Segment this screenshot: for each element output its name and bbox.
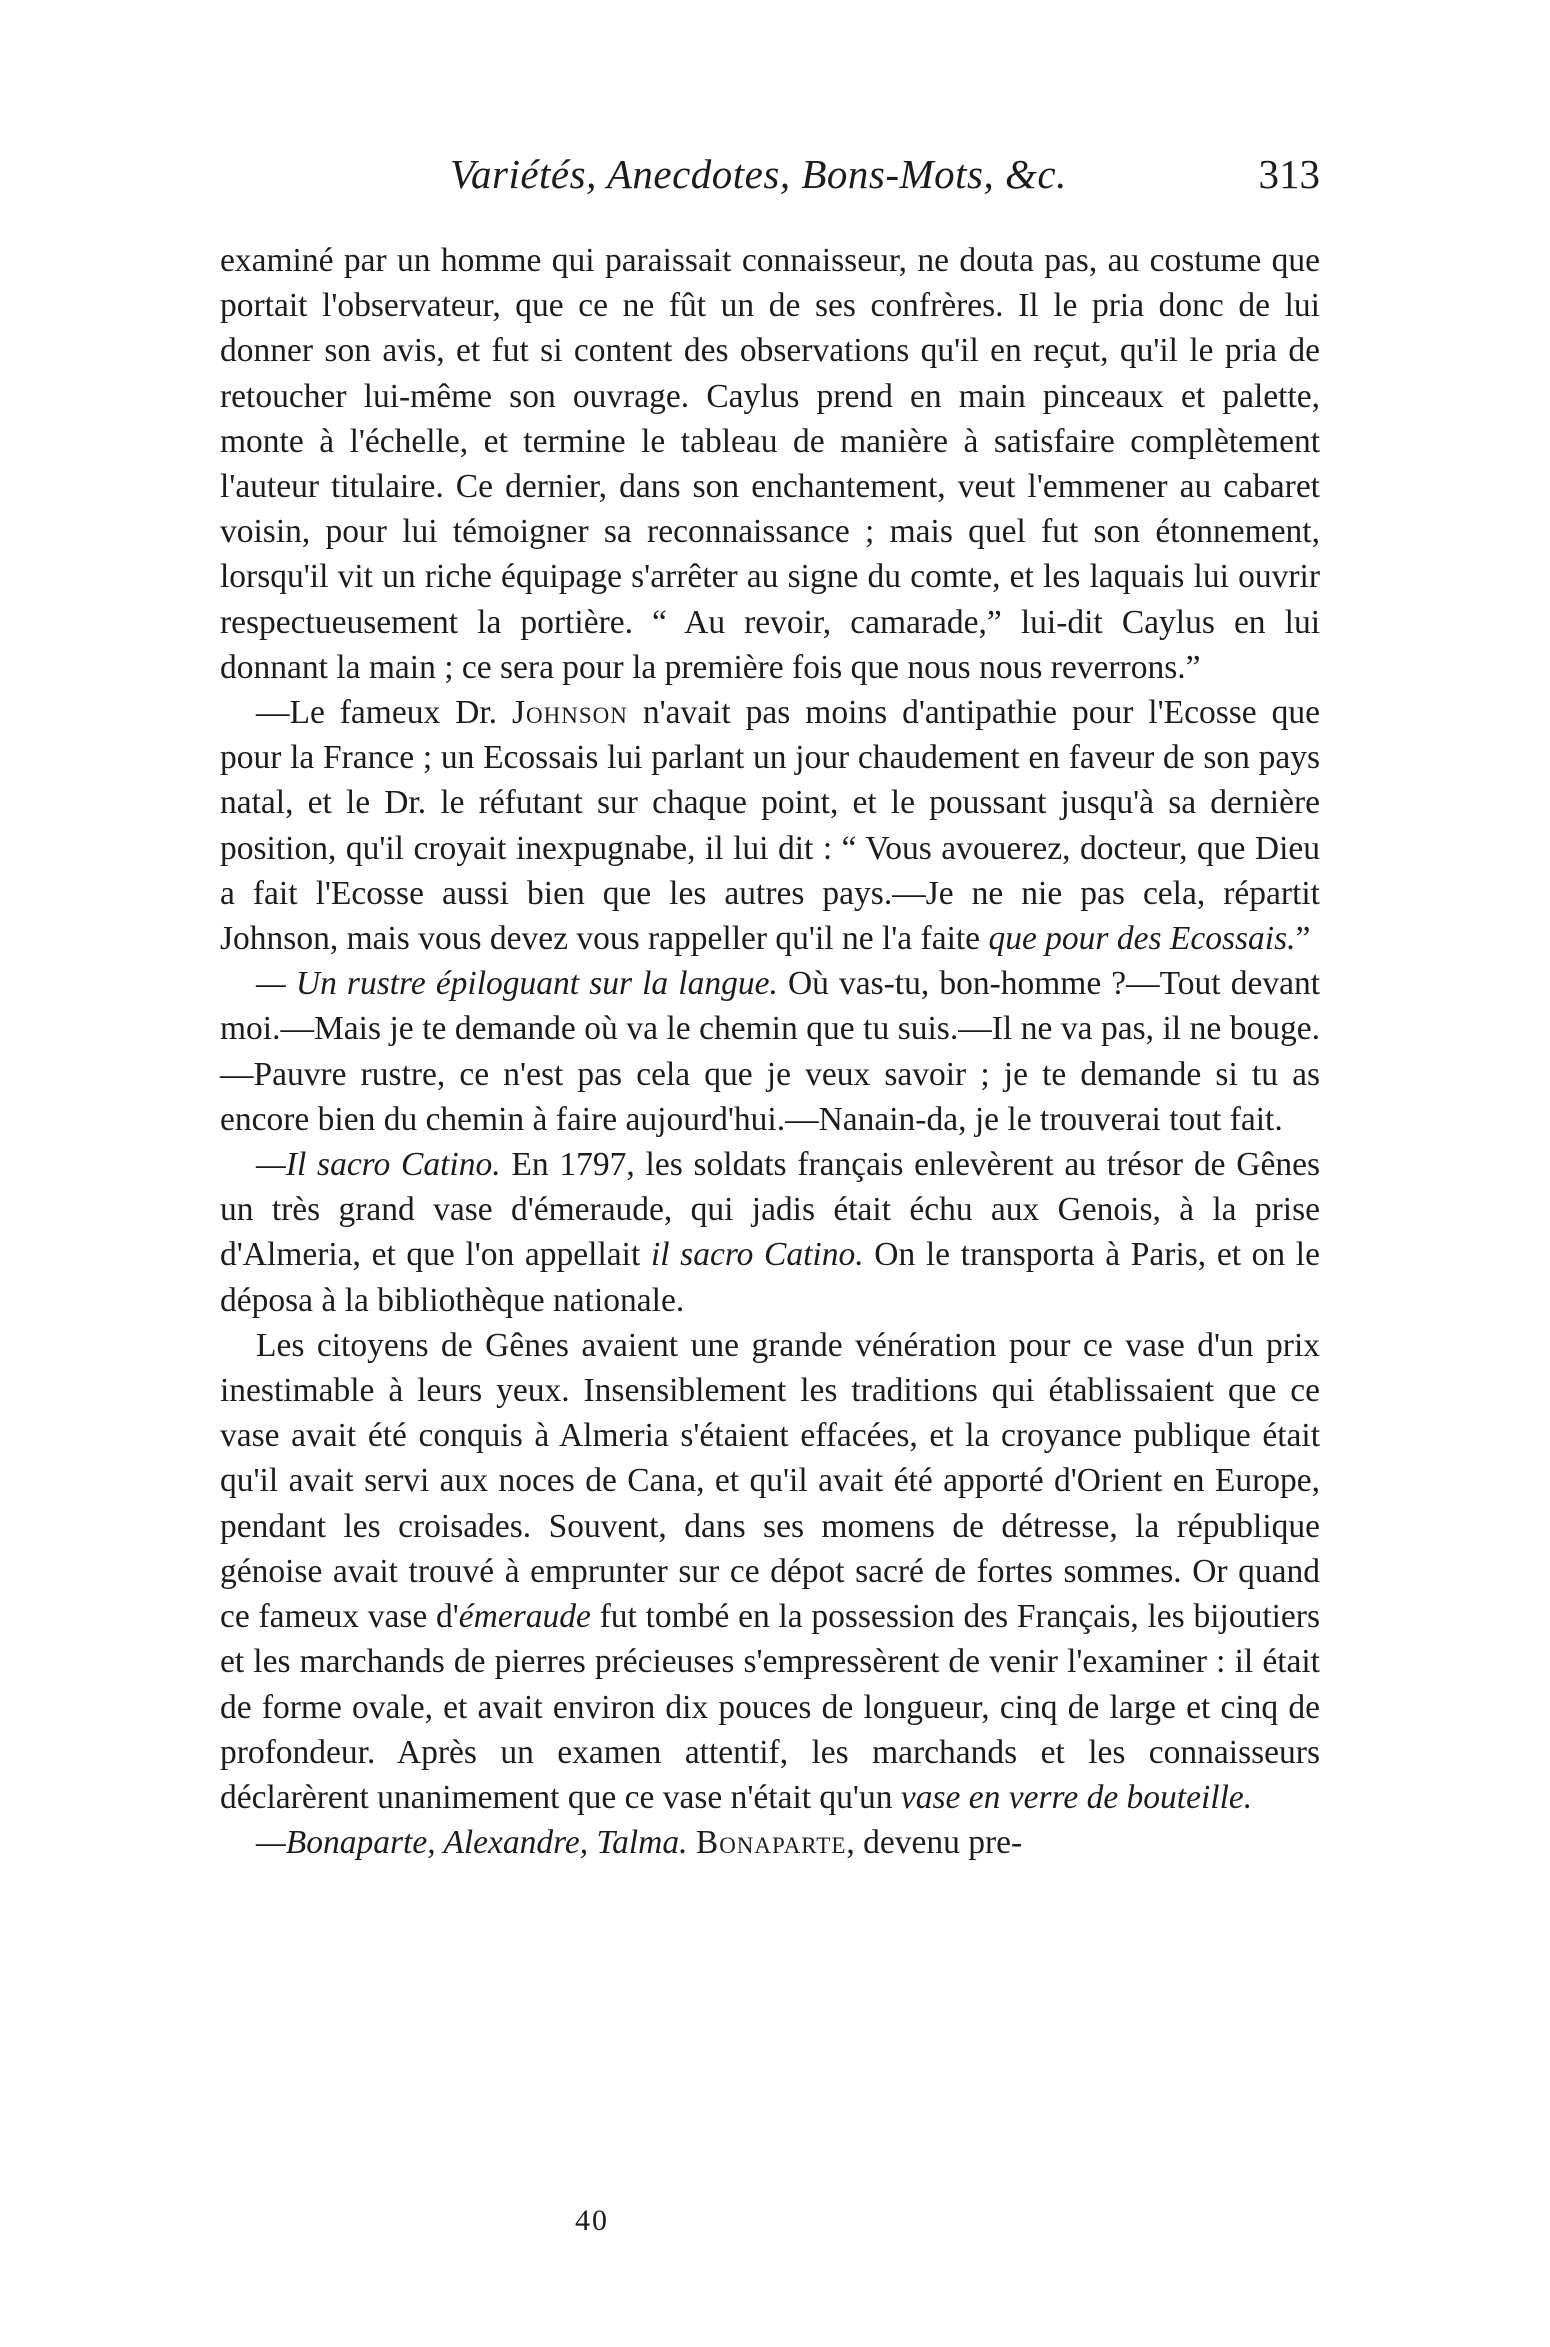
paragraph-sacro-catino <box>220 1142 1320 1323</box>
italic-phrase: que pour des Ecossais. <box>988 920 1296 958</box>
body-text <box>220 238 1320 1865</box>
paragraph-text: Les citoyens de Gênes avaient une grande vénération pour ce vase d'un prix inestimable à leurs yeux. Insensiblement les traditions qui établissaient que ce vase avait été conquis à Almeria s'étaient effacées, et la croyance publique était qu'il avait servi aux noces de Cana, et qu'il avait été apporté d'Orient en Europe, pendant les croisades. Souvent, dans ses momens de détresse, la république génoise avait trouvé à emprunter sur ce dépot sacré de fortes sommes. Or quand ce fameux vase d' <box>220 1326 1320 1636</box>
italic-word: émeraude <box>458 1598 591 1636</box>
small-caps-name: Johnson <box>512 694 628 732</box>
paragraph-text: n'avait pas moins d'antipathie pour l'Ecosse que pour la France ; un Ecossais lui parlant un jour chaudement en faveur de son pays natal, et le Dr. le réfutant sur chaque point, et le poussant jusqu'à sa dernière position, qu'il croyait inexpugnabe, il lui dit : “ Vous avouerez, docteur, que Dieu a fait l'Ecosse aussi bien que les autres pays.—Je ne nie pas cela, répartit Johnson, mais vous devez vous rappeller qu'il ne l'a faite <box>220 694 1320 958</box>
small-caps-name: Bonaparte <box>695 1824 847 1862</box>
italic-phrase: il sacro Catino. <box>650 1236 864 1274</box>
paragraph-text-continued: fut tombé en la possession des Français, les bijoutiers et les marchands de pierres précieuses s'empressèrent de venir l'examiner : il était de forme ovale, et avait environ dix pouces de longueur, cinq de large et cinq de profondeur. Après un examen attentif, les marchands et les connaisseurs déclarèrent unanimement que ce vase n'était qu'un <box>220 1598 1320 1816</box>
paragraph-bonaparte <box>220 1820 1320 1865</box>
paragraph-text: examiné par un homme qui paraissait connaisseur, ne douta pas, au costume que portait l'observateur, que ce ne fût un de ses confrères. Il le pria donc de lui donner son avis, et fut si content des observations qu'il en reçut, qu'il le pria de retoucher lui-même son ouvrage. Caylus prend en main pinceaux et palette, monte à l'échelle, et termine le tableau de manière à satisfaire complètement l'auteur titulaire. Ce dernier, dans son enchantement, veut l'emmener au cabaret voisin, pour lui témoigner sa reconnaissance ; mais quel fut son étonnement, lorsqu'il vit un riche équipage s'arrêter au signe du comte, et les laquais lui ouvrir respectueusement la portière. “ Au revoir, camarade,” lui-dit Caylus en lui donnant la main ; ce sera pour la première fois que nous nous reverrons.” <box>220 242 1320 686</box>
anecdote-title: —Il sacro Catino. <box>256 1146 501 1184</box>
paragraph-rustre <box>220 961 1320 1142</box>
paragraph-genes <box>220 1323 1320 1820</box>
closing-quote: ” <box>1295 920 1311 958</box>
italic-phrase: vase en verre de bouteille. <box>900 1778 1253 1816</box>
paragraph-caylus <box>220 238 1320 690</box>
anecdote-title: — Un rustre épiloguant sur la langue. <box>256 965 778 1003</box>
signature-mark: 40 <box>575 2204 609 2237</box>
paragraph-text: En 1797, les soldats français enlevèrent au trésor de Gênes un très grand vase d'émeraude, qui jadis était échu aux Genois, à la prise d'Almeria, et que l'on appellait <box>220 1146 1320 1274</box>
paragraph-lead: —Le fameux Dr. <box>256 694 512 732</box>
paragraph-text-continued: , devenu pre- <box>846 1824 1023 1862</box>
running-head <box>220 150 1320 220</box>
book-page <box>220 150 1320 1865</box>
anecdote-title: —Bonaparte, Alexandre, Talma. <box>256 1824 688 1862</box>
paragraph-johnson <box>220 690 1320 961</box>
running-title: Variétés, Anecdotes, Bons-Mots, &c. <box>450 151 1067 197</box>
paragraph-text: Où vas-tu, bon-homme ?—Tout devant moi.—Mais je te demande où va le chemin que tu suis.—Il ne va pas, il ne bouge.—Pauvre rustre, ce n'est pas cela que je veux savoir ; je te demande si tu as encore bien du chemin à faire aujourd'hui.—Nanain-da, je le trouverai tout fait. <box>220 965 1321 1138</box>
paragraph-text <box>687 1824 695 1861</box>
page-number: 313 <box>1258 151 1320 197</box>
paragraph-text-continued: On le transporta à Paris, et on le déposa à la bibliothèque nationale. <box>220 1236 1320 1319</box>
